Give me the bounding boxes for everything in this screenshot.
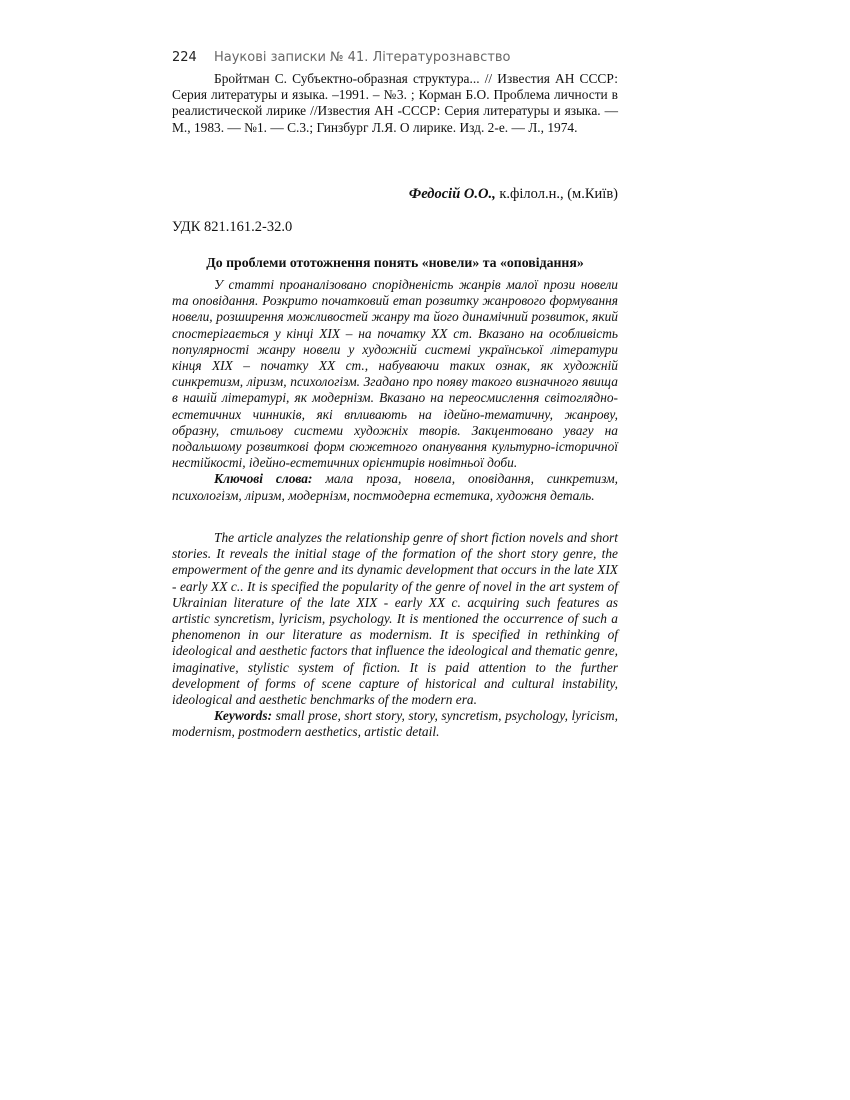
journal-title: Наукові записки № 41. Літературознавство [213,50,511,65]
abstract-ukrainian [172,277,618,504]
author-name: Федосій О.О., [408,186,496,202]
references-tail: Бройтман С. Субъектно-образная структура... // Известия АН СССР: Серия литературы и языка. –1991. – №3. ; Корман Б.О. Проблема личности в реалистической лирике //Известия АН -СССР: Серия литературы и языка. — М., 1983. — №1. — С.3.; Гинзбург Л.Я. О лирике. Изд. 2-е. — Л., 1974. [172,71,618,135]
keywords-en [172,708,618,740]
running-header [172,50,632,65]
author-line [409,186,618,202]
keywords-ua-label: Ключові слова: [214,471,313,487]
page-number: 224 [172,50,197,65]
keywords-ua [172,471,618,503]
udk-code: УДК 821.161.2-32.0 [172,219,293,235]
abstract-ua-text: У статті проаналізовано спорідненість жанрів малої прози новели та оповідання. Розкрито початковий етап розвитку жанрового формування новели, розширення можливостей жанру та його динамічний розвиток, який спостерігається у кінці XIX – на початку XX ст. Вказано на особливість популярності жанру новели у художній системі української літератури кінця XIX – початку XX ст., набуваючи таких ознак, як художній синкретизм, ліризм, психологізм. Згадано про появу такого визначного явища в нашій літературі, як модернізм. Вказано на переосмислення світоглядно-естетичних чинників, які впливають на ідейно-тематичну, жанрову, образну, стильову системи художніх творів. Закцентовано увагу на подальшому розвиткові форм сюжетного опанування культурно-історичної нестійкості, ідейно-естетичних орієнтирів новітньої доби. [172,277,618,471]
keywords-ua-list: мала проза, новела, оповідання, синкретизм, психологізм, ліризм, модернізм, постмодерна естетика, художня деталь. [172,471,619,503]
article-title: До проблеми ототожнення понять «новели» та «оповідання» [206,255,584,270]
keywords-en-label: Keywords: [214,708,273,724]
abstract-english [172,530,618,741]
abstract-en-text: The article analyzes the relationship genre of short fiction novels and short stories. It reveals the initial stage of the formation of the short story genre, the empowerment of the genre and its dynamic development that occurs in the late XIX - early XX c.. It is specified the popularity of the genre of novel in the art system of Ukrainian literature of the late XIX - early XX c. acquiring such features as artistic syncretism, lyricism, psychology. It is mentioned the occurrence of such a phenomenon in our literature as modernism. It is specified in rethinking of ideological and aesthetic factors that influence the ideological and thematic genre, imaginative, stylistic system of fiction. It is paid attention to the further development of forms of scene capture of historical and cultural instability, ideological and aesthetic benchmarks of the modern era. [172,530,618,708]
keywords-en-list: small prose, short story, story, syncretism, psychology, lyricism, modernism, postmodern aesthetics, artistic detail. [172,708,618,740]
author-affiliation: к.філол.н., (м.Київ) [495,186,618,202]
